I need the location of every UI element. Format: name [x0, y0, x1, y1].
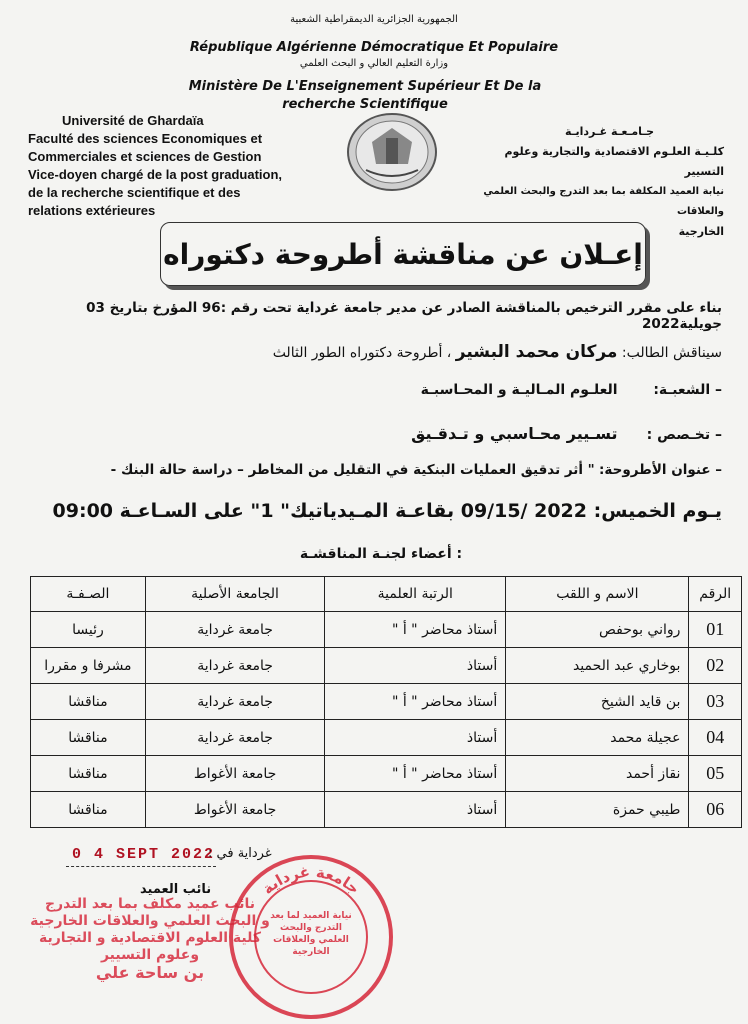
thesis-title-line: [40, 462, 722, 478]
cell-name: نقاز أحمد: [506, 756, 689, 792]
cell-university: جامعة غرداية: [145, 720, 324, 756]
vice-dean-ar-2: الخارجية: [678, 225, 724, 238]
vice-dean-ar: نيابة العميد المكلفة بما بعد التدرج والبحث العلمي والعلاقات: [483, 186, 724, 217]
jury-table-header: [31, 577, 742, 612]
university-logo: [346, 112, 438, 192]
cell-number: 04: [689, 720, 742, 756]
cell-university: جامعة غرداية: [145, 612, 324, 648]
cell-university: جامعة الأغواط: [145, 756, 324, 792]
date-underline: [66, 866, 216, 867]
header-university: الجامعة الأصلية: [145, 577, 324, 612]
ministry-arabic: وزارة التعليم العالي و البحث العلمي: [299, 58, 449, 69]
cell-rank: أستاذ محاضر " أ ": [325, 756, 506, 792]
signer-title: نائب العميد: [140, 882, 212, 897]
date-stamp: [72, 846, 215, 863]
cell-number: 06: [689, 792, 742, 828]
cell-rank: أستاذ: [325, 648, 506, 684]
republic-french: République Algérienne Démocratique Et Populaire: [189, 40, 559, 55]
vice-dean-line-2: de la recherche scientifique et des: [28, 185, 241, 200]
cell-name: رواني بوحفص: [506, 612, 689, 648]
vice-dean-line-3: relations extérieures: [28, 203, 156, 218]
header-number: الرقم: [689, 577, 742, 612]
header-name: الاسم و اللقب: [506, 577, 689, 612]
faculty-line-2: Commerciales et sciences de Gestion: [28, 149, 262, 164]
table-row: [31, 684, 742, 720]
seal-outer-text: جامعة غرداية: [258, 862, 364, 899]
header-rank: الرتبة العلمية: [325, 577, 506, 612]
cell-name: بن قايد الشيخ: [506, 684, 689, 720]
university-name-ar: جـامـعـة غـردايـة: [565, 125, 654, 138]
republic-arabic: الجمهورية الجزائرية الديمقراطية الشعبية: [290, 14, 458, 25]
jury-heading: أعضاء لجنـة المناقشـة :: [299, 546, 463, 562]
cell-university: جامعة غرداية: [145, 684, 324, 720]
university-name-fr: Université de Ghardaïa: [62, 113, 204, 128]
cell-name: بوخاري عبد الحميد: [506, 648, 689, 684]
specialty-label: – تخـصص :: [646, 427, 722, 443]
cell-name: طيبي حمزة: [506, 792, 689, 828]
stamp-line-2: و البحث العلمي والعلاقات الخارجية: [30, 913, 270, 929]
thesis-label: – عنوان الأطروحة:: [599, 462, 722, 478]
stamp-signer-name: بن ساحة علي: [95, 963, 205, 982]
vice-dean-line-1: Vice-doyen chargé de la post graduation,: [28, 167, 283, 182]
table-row: [31, 612, 742, 648]
faculty-ar: كلـيـة العلـوم الاقتصادية والتجارية وعلوم التسيير: [504, 145, 724, 178]
date-stamp-text: 0 4 SEPT 2022: [72, 846, 216, 863]
place-label: غرداية في :: [208, 846, 272, 861]
cell-role: مشرفا و مقررا: [31, 648, 146, 684]
thesis-title: " أثر تدقيق العمليات البنكية في التقليل من المخاطر – دراسة حالة البنك -: [110, 462, 595, 478]
cell-role: مناقشا: [31, 720, 146, 756]
defense-date-line: يـوم الخميس: 2022 /09/15 بقاعـة المـيدياتيك" 1" على السـاعـة 09:00: [52, 500, 722, 522]
table-row: [31, 648, 742, 684]
cell-name: عجيلة محمد: [506, 720, 689, 756]
branch-value: العلـوم المـاليـة و المحـاسبـة: [420, 382, 618, 398]
cell-university: جامعة غرداية: [145, 648, 324, 684]
header-role: الصـفـة: [31, 577, 146, 612]
stamp-line-1: نائب عميد مكلف بما بعد التدرج: [44, 896, 256, 912]
candidate-label: سيناقش الطالب:: [621, 345, 722, 361]
seal-inner-text: نيابة العميد لما بعد التدرج والبحث العلمي والعلاقات الخارجية: [270, 911, 352, 957]
cell-role: مناقشا: [31, 684, 146, 720]
cell-number: 05: [689, 756, 742, 792]
specialty-line: [40, 424, 722, 443]
stamp-line-4: وعلوم التسيير: [100, 947, 200, 963]
cell-rank: أستاذ: [325, 720, 506, 756]
branch-label: – الشعبـة:: [653, 382, 722, 398]
faculty-line-1: Faculté des sciences Economiques et: [28, 131, 263, 146]
authorization-paragraph: بناء على مقرر الترخيص بالمناقشة الصادر عن مدير جامعة غرداية تحت رقم :96 المؤرخ بتاريخ 03 جويلية2022: [86, 300, 722, 332]
cell-number: 01: [689, 612, 742, 648]
cell-role: مناقشا: [31, 792, 146, 828]
cell-role: مناقشا: [31, 756, 146, 792]
specialty-value: تسـيير محـاسبي و تـدقـيق: [411, 424, 618, 443]
table-row: [31, 720, 742, 756]
ministry-french: Ministère De L'Enseignement Supérieur Et De la recherche Scientifique: [188, 79, 542, 112]
candidate-suffix: ، أطروحة دكتوراه الطور الثالث: [272, 345, 452, 361]
cell-rank: أستاذ محاضر " أ ": [325, 612, 506, 648]
cell-university: جامعة الأغواط: [145, 792, 324, 828]
candidate-line: [40, 342, 722, 362]
candidate-name: مركان محمد البشير: [455, 342, 618, 362]
cell-role: رئيسا: [31, 612, 146, 648]
jury-table: [30, 576, 742, 828]
stamp-line-3: كلية العلوم الاقتصادية و التجارية: [39, 930, 261, 946]
cell-rank: أستاذ محاضر " أ ": [325, 684, 506, 720]
cell-number: 03: [689, 684, 742, 720]
branch-line: [40, 382, 722, 398]
table-row: [31, 756, 742, 792]
table-row: [31, 792, 742, 828]
cell-number: 02: [689, 648, 742, 684]
announcement-title: إعـلان عن مناقشة أطروحة دكتوراه: [160, 222, 646, 286]
cell-rank: أستاذ: [325, 792, 506, 828]
round-seal: [226, 852, 396, 1022]
university-block-french: [28, 112, 328, 220]
